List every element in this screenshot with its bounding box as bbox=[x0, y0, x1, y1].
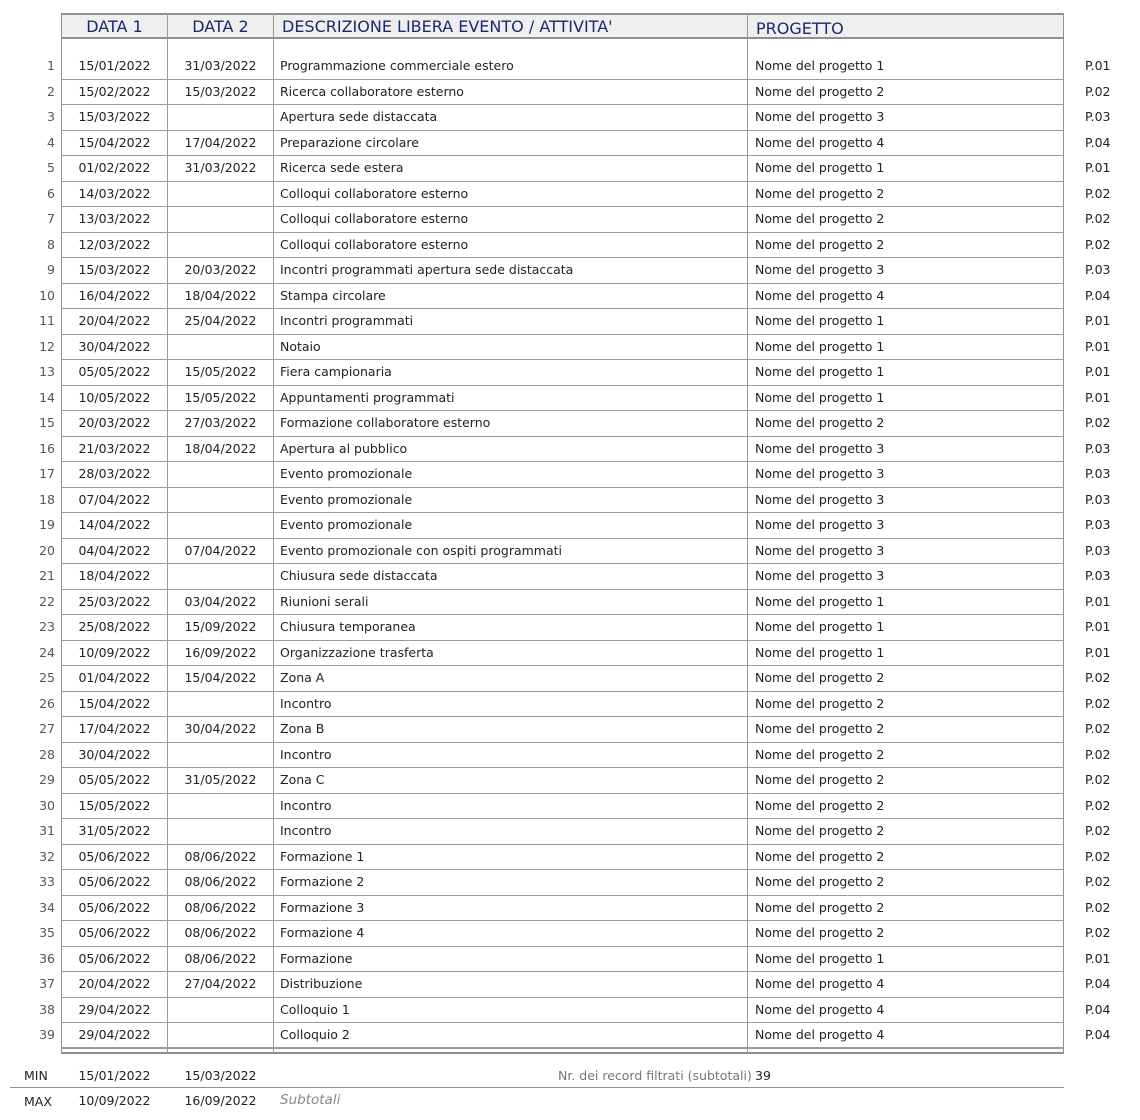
row-number: 33 bbox=[39, 874, 55, 889]
cell-descrizione[interactable]: Formazione collaboratore esterno bbox=[280, 415, 491, 430]
cell-data1[interactable]: 16/04/2022 bbox=[78, 287, 151, 303]
cell-progetto[interactable]: Nome del progetto 2 bbox=[755, 899, 885, 915]
table-row bbox=[0, 335, 1140, 361]
cell-project-code: P.01 bbox=[1085, 389, 1111, 405]
table-row bbox=[0, 411, 1140, 437]
row-number: 22 bbox=[39, 593, 55, 609]
cell-data1[interactable]: 25/03/2022 bbox=[78, 593, 151, 609]
cell-descrizione[interactable]: Fiera campionaria bbox=[280, 364, 392, 379]
cell-project-code: P.03 bbox=[1085, 440, 1111, 456]
cell-data2[interactable]: 18/04/2022 bbox=[184, 287, 257, 303]
cell-data1[interactable]: 15/01/2022 bbox=[78, 58, 151, 73]
cell-descrizione[interactable]: Colloquio 2 bbox=[280, 1027, 350, 1042]
cell-progetto[interactable]: Nome del progetto 3 bbox=[755, 466, 885, 481]
row-number: 34 bbox=[39, 899, 55, 915]
cell-progetto[interactable]: Nome del progetto 1 bbox=[755, 160, 885, 175]
cell-project-code: P.02 bbox=[1085, 848, 1111, 864]
cell-descrizione[interactable]: Incontri programmati bbox=[280, 313, 414, 328]
cell-progetto[interactable]: Nome del progetto 1 bbox=[755, 950, 885, 966]
row-number: 10 bbox=[39, 287, 55, 303]
cell-data1[interactable]: 01/04/2022 bbox=[78, 670, 151, 685]
cell-data1[interactable]: 15/05/2022 bbox=[78, 797, 151, 813]
row-number: 1 bbox=[47, 58, 55, 73]
cell-descrizione[interactable]: Preparazione circolare bbox=[280, 134, 419, 150]
table-row bbox=[0, 309, 1140, 335]
cell-data1[interactable]: 20/04/2022 bbox=[78, 976, 151, 991]
table-row bbox=[0, 360, 1140, 386]
cell-descrizione[interactable]: Chiusura temporanea bbox=[280, 619, 416, 634]
table-row bbox=[0, 462, 1140, 488]
cell-progetto[interactable]: Nome del progetto 1 bbox=[755, 338, 885, 354]
table-row bbox=[0, 284, 1140, 310]
cell-progetto[interactable]: Nome del progetto 4 bbox=[755, 1027, 885, 1042]
table-row bbox=[0, 947, 1140, 973]
cell-progetto[interactable]: Nome del progetto 4 bbox=[755, 134, 885, 150]
cell-data2[interactable]: 15/09/2022 bbox=[184, 619, 257, 634]
cell-progetto[interactable]: Nome del progetto 2 bbox=[755, 848, 885, 864]
cell-progetto[interactable]: Nome del progetto 3 bbox=[755, 262, 885, 277]
cell-project-code: P.04 bbox=[1085, 1027, 1111, 1042]
cell-progetto[interactable]: Nome del progetto 2 bbox=[755, 721, 885, 736]
row-number: 25 bbox=[39, 670, 55, 685]
cell-data1[interactable]: 25/08/2022 bbox=[78, 619, 151, 634]
row-number: 26 bbox=[39, 695, 55, 711]
cell-data1[interactable]: 07/04/2022 bbox=[78, 491, 151, 507]
subtotals-label: Subtotali bbox=[280, 1092, 341, 1108]
cell-project-code: P.02 bbox=[1085, 874, 1111, 889]
cell-data1[interactable]: 17/04/2022 bbox=[78, 721, 151, 736]
cell-progetto[interactable]: Nome del progetto 4 bbox=[755, 287, 885, 303]
cell-data2[interactable]: 17/04/2022 bbox=[184, 134, 257, 150]
row-number: 13 bbox=[39, 364, 55, 379]
row-number: 4 bbox=[47, 134, 55, 150]
cell-project-code: P.02 bbox=[1085, 236, 1111, 252]
cell-descrizione[interactable]: Zona B bbox=[280, 721, 325, 736]
row-number: 16 bbox=[39, 440, 55, 456]
cell-data1[interactable]: 12/03/2022 bbox=[78, 236, 151, 252]
cell-project-code: P.03 bbox=[1085, 568, 1111, 583]
cell-data1[interactable]: 05/05/2022 bbox=[78, 364, 151, 379]
cell-progetto[interactable]: Nome del progetto 3 bbox=[755, 109, 885, 124]
table-row bbox=[0, 921, 1140, 947]
cell-project-code: P.03 bbox=[1085, 262, 1111, 277]
table-row bbox=[0, 768, 1140, 794]
cell-progetto[interactable]: Nome del progetto 1 bbox=[755, 619, 885, 634]
cell-data1[interactable]: 20/04/2022 bbox=[78, 313, 151, 328]
row-number: 20 bbox=[39, 542, 55, 558]
cell-progetto[interactable]: Nome del progetto 4 bbox=[755, 1001, 885, 1017]
row-number: 31 bbox=[39, 823, 55, 838]
cell-progetto[interactable]: Nome del progetto 1 bbox=[755, 389, 885, 405]
cell-project-code: P.04 bbox=[1085, 134, 1111, 150]
cell-descrizione[interactable]: Formazione 2 bbox=[280, 874, 365, 889]
min-data1[interactable]: 15/01/2022 bbox=[78, 1068, 151, 1083]
cell-data1[interactable]: 29/04/2022 bbox=[78, 1001, 151, 1017]
row-number: 29 bbox=[39, 772, 55, 787]
cell-progetto[interactable]: Nome del progetto 2 bbox=[755, 925, 885, 940]
cell-project-code: P.01 bbox=[1085, 313, 1111, 328]
row-number: 24 bbox=[39, 644, 55, 660]
cell-progetto[interactable]: Nome del progetto 3 bbox=[755, 491, 885, 507]
cell-project-code: P.02 bbox=[1085, 925, 1111, 940]
cell-project-code: P.04 bbox=[1085, 1001, 1111, 1017]
row-number: 18 bbox=[39, 491, 55, 507]
cell-project-code: P.02 bbox=[1085, 670, 1111, 685]
cell-data2[interactable]: 08/06/2022 bbox=[184, 950, 257, 966]
cell-descrizione[interactable]: Evento promozionale bbox=[280, 466, 413, 481]
cell-descrizione[interactable]: Formazione 4 bbox=[280, 925, 365, 940]
cell-data1[interactable]: 15/03/2022 bbox=[78, 262, 151, 277]
cell-descrizione[interactable]: Apertura al pubblico bbox=[280, 440, 408, 456]
row-number: 36 bbox=[39, 950, 55, 966]
cell-data2[interactable]: 18/04/2022 bbox=[184, 440, 257, 456]
row-number: 2 bbox=[47, 83, 55, 99]
row-number: 28 bbox=[39, 746, 55, 762]
cell-data1[interactable]: 01/02/2022 bbox=[78, 160, 151, 175]
cell-progetto[interactable]: Nome del progetto 2 bbox=[755, 670, 885, 685]
cell-project-code: P.01 bbox=[1085, 619, 1111, 634]
cell-descrizione[interactable]: Colloqui collaboratore esterno bbox=[280, 211, 469, 226]
cell-progetto[interactable]: Nome del progetto 2 bbox=[755, 746, 885, 762]
cell-data1[interactable]: 05/06/2022 bbox=[78, 925, 151, 940]
table-row bbox=[0, 105, 1140, 131]
cell-descrizione[interactable]: Appuntamenti programmati bbox=[280, 389, 455, 405]
cell-descrizione[interactable]: Colloquio 1 bbox=[280, 1001, 350, 1017]
cell-progetto[interactable]: Nome del progetto 2 bbox=[755, 185, 885, 201]
cell-data2[interactable]: 15/05/2022 bbox=[184, 364, 257, 379]
table-row bbox=[0, 666, 1140, 692]
cell-progetto[interactable]: Nome del progetto 2 bbox=[755, 772, 885, 787]
cell-descrizione[interactable]: Colloqui collaboratore esterno bbox=[280, 236, 469, 252]
cell-descrizione[interactable]: Distribuzione bbox=[280, 976, 363, 991]
table-row bbox=[0, 54, 1140, 80]
cell-project-code: P.02 bbox=[1085, 746, 1111, 762]
row-number: 39 bbox=[39, 1027, 55, 1042]
table-row bbox=[0, 692, 1140, 718]
cell-project-code: P.01 bbox=[1085, 58, 1111, 73]
cell-descrizione[interactable]: Zona C bbox=[280, 772, 325, 787]
row-number: 32 bbox=[39, 848, 55, 864]
row-number: 7 bbox=[47, 211, 55, 226]
table-row bbox=[0, 641, 1140, 667]
row-number: 14 bbox=[39, 389, 55, 405]
cell-descrizione[interactable]: Ricerca collaboratore esterno bbox=[280, 83, 464, 99]
cell-descrizione[interactable]: Formazione bbox=[280, 950, 353, 966]
cell-progetto[interactable]: Nome del progetto 2 bbox=[755, 695, 885, 711]
max-data2[interactable]: 16/09/2022 bbox=[184, 1093, 257, 1108]
cell-progetto[interactable]: Nome del progetto 3 bbox=[755, 440, 885, 456]
table-row bbox=[0, 972, 1140, 998]
table-row bbox=[0, 896, 1140, 922]
cell-data1[interactable]: 05/06/2022 bbox=[78, 899, 151, 915]
filtered-records-count[interactable]: 39 bbox=[755, 1068, 771, 1083]
table-row bbox=[0, 131, 1140, 157]
table-row bbox=[0, 258, 1140, 284]
cell-descrizione[interactable]: Zona A bbox=[280, 670, 325, 685]
cell-data2[interactable]: 27/04/2022 bbox=[184, 976, 257, 991]
table-row bbox=[0, 819, 1140, 845]
row-number: 6 bbox=[47, 185, 55, 201]
cell-project-code: P.01 bbox=[1085, 950, 1111, 966]
cell-project-code: P.02 bbox=[1085, 415, 1111, 430]
cell-descrizione[interactable]: Incontro bbox=[280, 695, 332, 711]
filtered-records-label: Nr. dei record filtrati (subtotali) bbox=[558, 1068, 752, 1083]
cell-data1[interactable]: 10/05/2022 bbox=[78, 389, 151, 405]
cell-data1[interactable]: 30/04/2022 bbox=[78, 338, 151, 354]
max-data1[interactable]: 10/09/2022 bbox=[78, 1093, 151, 1108]
cell-data1[interactable]: 04/04/2022 bbox=[78, 542, 151, 558]
cell-project-code: P.02 bbox=[1085, 211, 1111, 226]
cell-data2[interactable]: 31/05/2022 bbox=[184, 772, 257, 787]
cell-data2[interactable]: 08/06/2022 bbox=[184, 874, 257, 889]
cell-data1[interactable]: 14/04/2022 bbox=[78, 517, 151, 532]
cell-data1[interactable]: 05/06/2022 bbox=[78, 874, 151, 889]
cell-progetto[interactable]: Nome del progetto 3 bbox=[755, 568, 885, 583]
cell-project-code: P.01 bbox=[1085, 160, 1111, 175]
table-row bbox=[0, 233, 1140, 259]
header-progetto[interactable]: PROGETTO bbox=[756, 19, 844, 38]
table-frame-bottom bbox=[61, 1047, 1064, 1054]
cell-data2[interactable]: 08/06/2022 bbox=[184, 848, 257, 864]
cell-progetto[interactable]: Nome del progetto 2 bbox=[755, 236, 885, 252]
cell-progetto[interactable]: Nome del progetto 3 bbox=[755, 542, 885, 558]
cell-data1[interactable]: 18/04/2022 bbox=[78, 568, 151, 583]
cell-descrizione[interactable]: Ricerca sede estera bbox=[280, 160, 404, 175]
cell-descrizione[interactable]: Notaio bbox=[280, 338, 321, 354]
table-row bbox=[0, 743, 1140, 769]
cell-progetto[interactable]: Nome del progetto 2 bbox=[755, 211, 885, 226]
cell-data1[interactable]: 21/03/2022 bbox=[78, 440, 151, 456]
cell-descrizione[interactable]: Riunioni serali bbox=[280, 593, 369, 609]
cell-project-code: P.02 bbox=[1085, 823, 1111, 838]
cell-data2[interactable]: 03/04/2022 bbox=[184, 593, 257, 609]
cell-project-code: P.04 bbox=[1085, 976, 1111, 991]
row-number: 23 bbox=[39, 619, 55, 634]
cell-project-code: P.02 bbox=[1085, 695, 1111, 711]
cell-data1[interactable]: 14/03/2022 bbox=[78, 185, 151, 201]
cell-data1[interactable]: 20/03/2022 bbox=[78, 415, 151, 430]
table-row bbox=[0, 1023, 1140, 1049]
cell-project-code: P.01 bbox=[1085, 338, 1111, 354]
cell-data2[interactable]: 27/03/2022 bbox=[184, 415, 257, 430]
row-number: 8 bbox=[47, 236, 55, 252]
cell-data2[interactable]: 07/04/2022 bbox=[184, 542, 257, 558]
cell-data1[interactable]: 13/03/2022 bbox=[78, 211, 151, 226]
header-descrizione[interactable]: DESCRIZIONE LIBERA EVENTO / ATTIVITA' bbox=[282, 17, 613, 36]
cell-data2[interactable]: 08/06/2022 bbox=[184, 899, 257, 915]
cell-progetto[interactable]: Nome del progetto 4 bbox=[755, 976, 885, 991]
cell-descrizione[interactable]: Colloqui collaboratore esterno bbox=[280, 185, 469, 201]
row-number: 38 bbox=[39, 1001, 55, 1017]
cell-data1[interactable]: 05/05/2022 bbox=[78, 772, 151, 787]
table-row bbox=[0, 488, 1140, 514]
row-number: 3 bbox=[47, 109, 55, 124]
footer-divider bbox=[10, 1087, 1064, 1088]
table-row bbox=[0, 386, 1140, 412]
table-row bbox=[0, 539, 1140, 565]
cell-progetto[interactable]: Nome del progetto 2 bbox=[755, 874, 885, 889]
row-number: 9 bbox=[47, 262, 55, 277]
min-data2[interactable]: 15/03/2022 bbox=[184, 1068, 257, 1083]
cell-project-code: P.03 bbox=[1085, 109, 1111, 124]
row-number: 21 bbox=[39, 568, 55, 583]
table-row bbox=[0, 564, 1140, 590]
cell-progetto[interactable]: Nome del progetto 2 bbox=[755, 823, 885, 838]
cell-data2[interactable]: 08/06/2022 bbox=[184, 925, 257, 940]
cell-data2[interactable]: 31/03/2022 bbox=[184, 160, 257, 175]
cell-data1[interactable]: 30/04/2022 bbox=[78, 746, 151, 762]
table-row bbox=[0, 156, 1140, 182]
header-data2[interactable]: DATA 2 bbox=[192, 17, 249, 36]
cell-data2[interactable]: 30/04/2022 bbox=[184, 721, 257, 736]
cell-project-code: P.02 bbox=[1085, 899, 1111, 915]
cell-project-code: P.04 bbox=[1085, 287, 1111, 303]
cell-project-code: P.01 bbox=[1085, 644, 1111, 660]
cell-data2[interactable]: 31/03/2022 bbox=[184, 58, 257, 73]
cell-project-code: P.02 bbox=[1085, 721, 1111, 736]
cell-data1[interactable]: 29/04/2022 bbox=[78, 1027, 151, 1042]
cell-progetto[interactable]: Nome del progetto 2 bbox=[755, 797, 885, 813]
row-number: 11 bbox=[39, 313, 55, 328]
table-row bbox=[0, 182, 1140, 208]
row-number: 30 bbox=[39, 797, 55, 813]
cell-progetto[interactable]: Nome del progetto 1 bbox=[755, 58, 885, 73]
cell-project-code: P.01 bbox=[1085, 593, 1111, 609]
cell-project-code: P.03 bbox=[1085, 466, 1111, 481]
cell-descrizione[interactable]: Organizzazione trasferta bbox=[280, 644, 434, 660]
cell-progetto[interactable]: Nome del progetto 3 bbox=[755, 517, 885, 532]
cell-descrizione[interactable]: Formazione 1 bbox=[280, 848, 365, 864]
table-row bbox=[0, 615, 1140, 641]
table-row bbox=[0, 845, 1140, 871]
cell-project-code: P.02 bbox=[1085, 185, 1111, 201]
cell-project-code: P.02 bbox=[1085, 772, 1111, 787]
cell-progetto[interactable]: Nome del progetto 2 bbox=[755, 83, 885, 99]
cell-descrizione[interactable]: Incontro bbox=[280, 797, 332, 813]
cell-descrizione[interactable]: Evento promozionale bbox=[280, 517, 413, 532]
cell-project-code: P.02 bbox=[1085, 797, 1111, 813]
cell-project-code: P.03 bbox=[1085, 542, 1111, 558]
cell-progetto[interactable]: Nome del progetto 2 bbox=[755, 415, 885, 430]
table-row bbox=[0, 437, 1140, 463]
table-row bbox=[0, 998, 1140, 1024]
table-row bbox=[0, 717, 1140, 743]
cell-descrizione[interactable]: Incontri programmati apertura sede distaccata bbox=[280, 262, 574, 277]
cell-progetto[interactable]: Nome del progetto 1 bbox=[755, 313, 885, 328]
cell-data1[interactable]: 28/03/2022 bbox=[78, 466, 151, 481]
row-number: 12 bbox=[39, 338, 55, 354]
cell-data1[interactable]: 05/06/2022 bbox=[78, 950, 151, 966]
cell-data2[interactable]: 25/04/2022 bbox=[184, 313, 257, 328]
cell-data1[interactable]: 15/03/2022 bbox=[78, 109, 151, 124]
cell-data2[interactable]: 16/09/2022 bbox=[184, 644, 257, 660]
cell-descrizione[interactable]: Incontro bbox=[280, 823, 332, 838]
row-number: 17 bbox=[39, 466, 55, 481]
cell-data1[interactable]: 05/06/2022 bbox=[78, 848, 151, 864]
table-row bbox=[0, 870, 1140, 896]
cell-progetto[interactable]: Nome del progetto 1 bbox=[755, 644, 885, 660]
cell-progetto[interactable]: Nome del progetto 1 bbox=[755, 593, 885, 609]
row-number: 19 bbox=[39, 517, 55, 532]
cell-project-code: P.03 bbox=[1085, 517, 1111, 532]
cell-data2[interactable]: 20/03/2022 bbox=[184, 262, 257, 277]
row-number: 15 bbox=[39, 415, 55, 430]
cell-descrizione[interactable]: Formazione 3 bbox=[280, 899, 365, 915]
cell-project-code: P.02 bbox=[1085, 83, 1111, 99]
table-row bbox=[0, 794, 1140, 820]
cell-descrizione[interactable]: Chiusura sede distaccata bbox=[280, 568, 438, 583]
row-number: 37 bbox=[39, 976, 55, 991]
cell-descrizione[interactable]: Programmazione commerciale estero bbox=[280, 58, 514, 73]
cell-data1[interactable]: 15/04/2022 bbox=[78, 695, 151, 711]
max-label: MAX bbox=[24, 1094, 52, 1109]
table-header bbox=[61, 13, 1064, 39]
cell-data1[interactable]: 31/05/2022 bbox=[78, 823, 151, 838]
cell-data1[interactable]: 15/04/2022 bbox=[78, 134, 151, 150]
cell-project-code: P.03 bbox=[1085, 491, 1111, 507]
cell-descrizione[interactable]: Stampa circolare bbox=[280, 287, 386, 303]
row-number: 5 bbox=[47, 160, 55, 175]
table-row bbox=[0, 80, 1140, 106]
min-label: MIN bbox=[24, 1068, 48, 1083]
table-row bbox=[0, 207, 1140, 233]
cell-project-code: P.01 bbox=[1085, 364, 1111, 379]
header-data1[interactable]: DATA 1 bbox=[86, 17, 143, 36]
cell-descrizione[interactable]: Evento promozionale bbox=[280, 491, 413, 507]
cell-descrizione[interactable]: Evento promozionale con ospiti programmati bbox=[280, 542, 563, 558]
cell-descrizione[interactable]: Apertura sede distaccata bbox=[280, 109, 438, 124]
row-number: 27 bbox=[39, 721, 55, 736]
table-row bbox=[0, 513, 1140, 539]
cell-data2[interactable]: 15/03/2022 bbox=[184, 83, 257, 99]
cell-data2[interactable]: 15/04/2022 bbox=[184, 670, 257, 685]
cell-progetto[interactable]: Nome del progetto 1 bbox=[755, 364, 885, 379]
cell-descrizione[interactable]: Incontro bbox=[280, 746, 332, 762]
cell-data2[interactable]: 15/05/2022 bbox=[184, 389, 257, 405]
table-row bbox=[0, 590, 1140, 616]
cell-data1[interactable]: 10/09/2022 bbox=[78, 644, 151, 660]
cell-data1[interactable]: 15/02/2022 bbox=[78, 83, 151, 99]
row-number: 35 bbox=[39, 925, 55, 940]
